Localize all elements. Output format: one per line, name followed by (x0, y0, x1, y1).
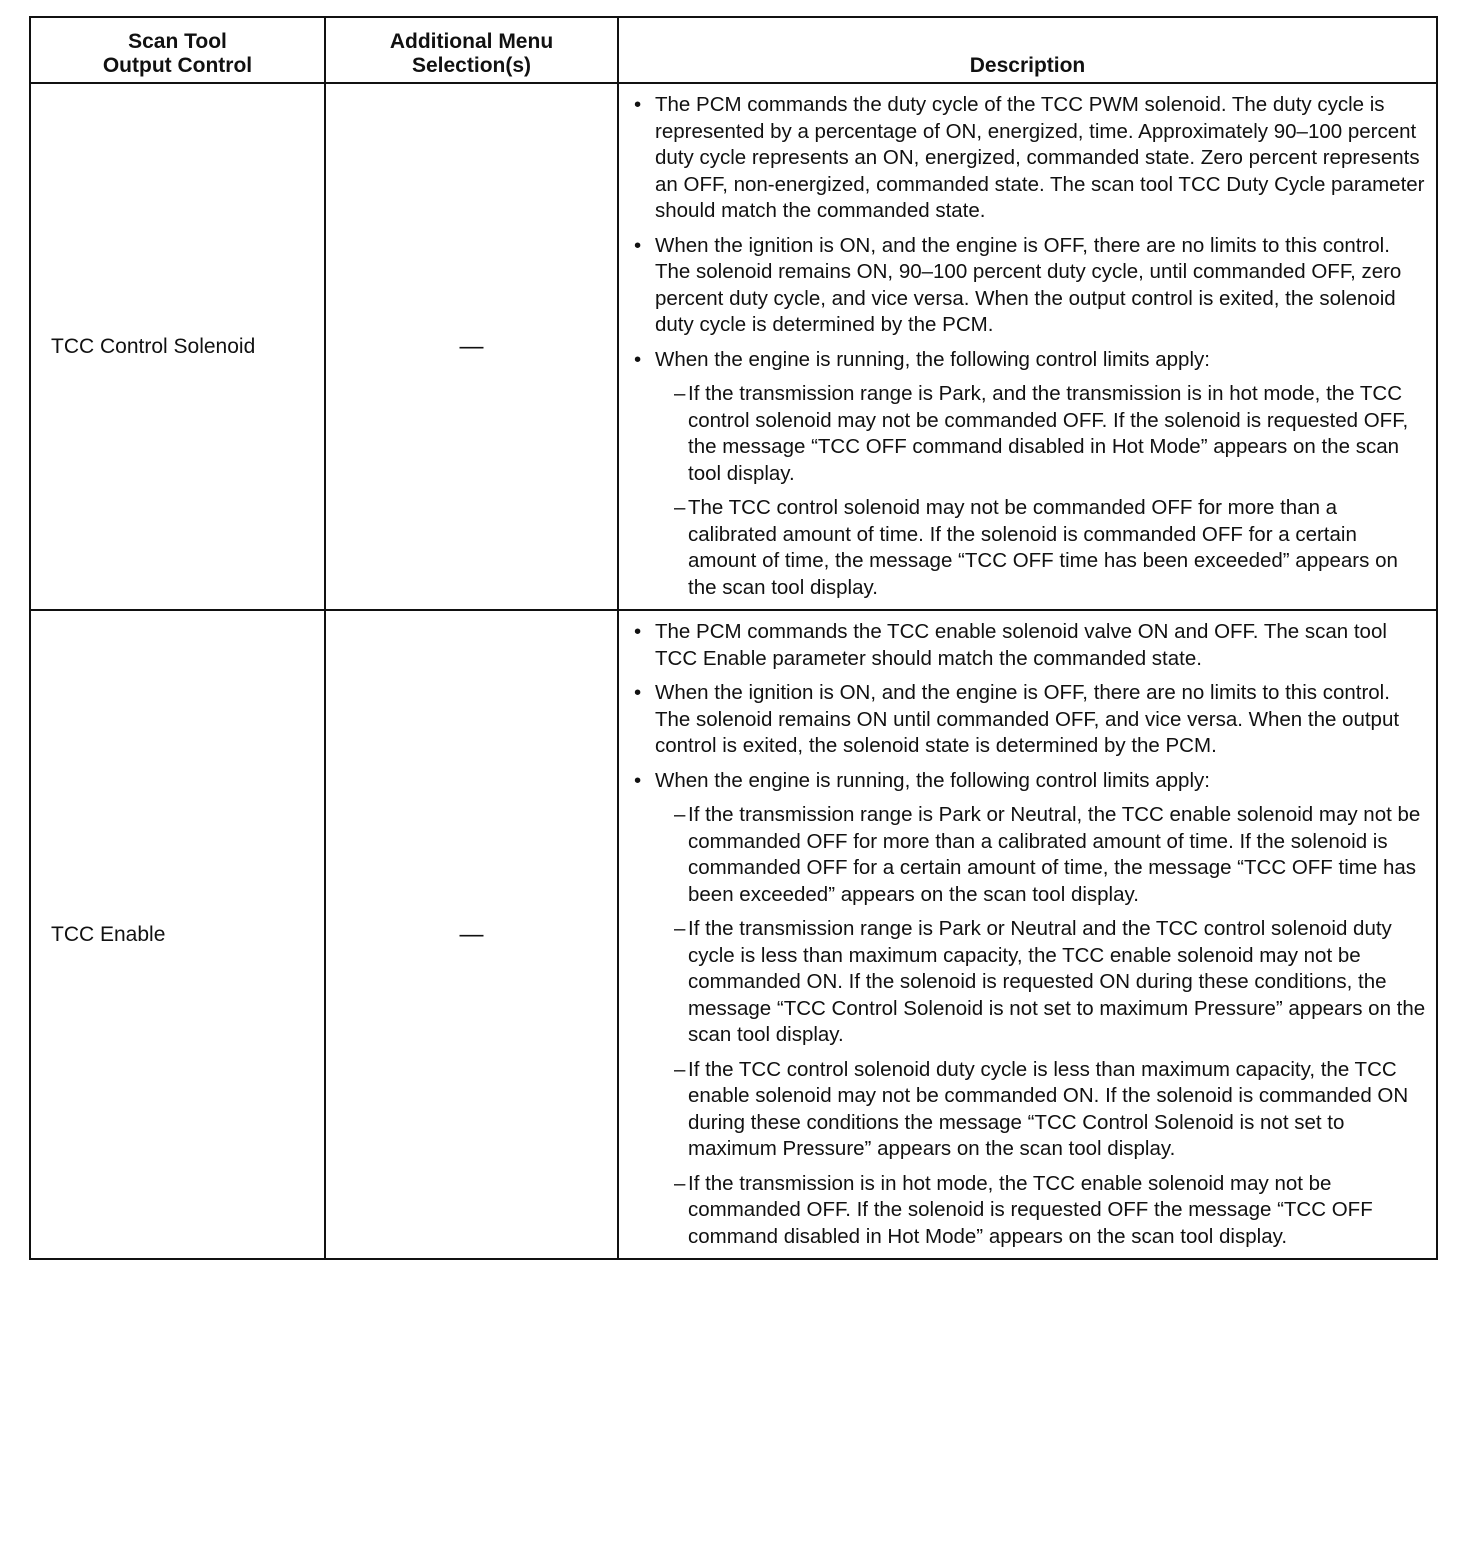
bullet-item: • When the engine is running, the following control limits apply: (655, 768, 1428, 795)
description-cell (618, 610, 1437, 1259)
bullet-item: • The PCM commands the TCC enable solenoid valve ON and OFF. The scan tool TCC Enable parameter should match the commanded state. (655, 619, 1428, 672)
header-row (30, 17, 1437, 83)
header-col1-line1: Scan Tool (128, 30, 227, 53)
sub-item: – If the transmission range is Park or Neutral, the TCC enable solenoid may not be commanded OFF for more than a calibrated amount of time. If the solenoid is commanded OFF for a certain amount of time, the message “TCC OFF time has been exceeded” appears on the scan tool display. (688, 802, 1428, 908)
sub-item: – The TCC control solenoid may not be commanded OFF for more than a calibrated amount of time. If the solenoid is commanded OFF for a certain amount of time, the message “TCC OFF time has been exceeded” appears on the scan tool display. (688, 495, 1428, 601)
output-control-name: TCC Control Solenoid (30, 83, 325, 610)
header-col2-line2: Selection(s) (411, 54, 532, 77)
bullet-item: • When the engine is running, the following control limits apply: (655, 347, 1428, 374)
header-scan-tool-output-control (30, 17, 325, 83)
bullet-item: • The PCM commands the duty cycle of the TCC PWM solenoid. The duty cycle is represented by a percentage of ON, energized, time. Approximately 90–100 percent duty cycle represents an ON, energized, commanded state. Zero percent represents an OFF, non-energized, commanded state. The scan tool TCC Duty Cycle parameter should match the commanded state. (655, 92, 1428, 225)
bullet-item: • When the ignition is ON, and the engine is OFF, there are no limits to this control. The solenoid remains ON until commanded OFF, and vice versa. When the output control is exited, the solenoid state is determined by the PCM. (655, 680, 1428, 760)
header-col2-line1: Additional Menu (389, 30, 554, 53)
output-control-table (29, 16, 1438, 1260)
header-col3: Description (969, 54, 1086, 77)
output-control-name: TCC Enable (30, 610, 325, 1259)
sub-item: – If the transmission range is Park, and the transmission is in hot mode, the TCC control solenoid may not be commanded OFF. If the solenoid is requested OFF, the message “TCC OFF command disabled in Hot Mode” appears on the scan tool display. (688, 381, 1428, 487)
header-description (618, 17, 1437, 83)
sub-item: – If the TCC control solenoid duty cycle is less than maximum capacity, the TCC enable solenoid may not be commanded ON. If the solenoid is commanded ON during these conditions the message “TCC Control Solenoid is not set to maximum Pressure” appears on the scan tool display. (688, 1057, 1428, 1163)
table-row (30, 83, 1437, 610)
table-row (30, 610, 1437, 1259)
sub-item: – If the transmission range is Park or Neutral and the TCC control solenoid duty cycle is less than maximum capacity, the TCC enable solenoid may not be commanded ON. If the solenoid is requested ON during these conditions, the message “TCC Control Solenoid is not set to maximum Pressure” appears on the scan tool display. (688, 916, 1428, 1049)
menu-selection: — (325, 610, 618, 1259)
header-additional-menu-selections (325, 17, 618, 83)
header-col1-line2: Output Control (102, 54, 253, 77)
bullet-item: • When the ignition is ON, and the engine is OFF, there are no limits to this control. The solenoid remains ON, 90–100 percent duty cycle, until commanded OFF, zero percent duty cycle, and vice versa. When the output control is exited, the solenoid duty cycle is determined by the PCM. (655, 233, 1428, 339)
menu-selection: — (325, 83, 618, 610)
sub-item: – If the transmission is in hot mode, the TCC enable solenoid may not be commanded OFF. If the solenoid is requested OFF the message “TCC OFF command disabled in Hot Mode” appears on the scan tool display. (688, 1171, 1428, 1251)
description-cell (618, 83, 1437, 610)
